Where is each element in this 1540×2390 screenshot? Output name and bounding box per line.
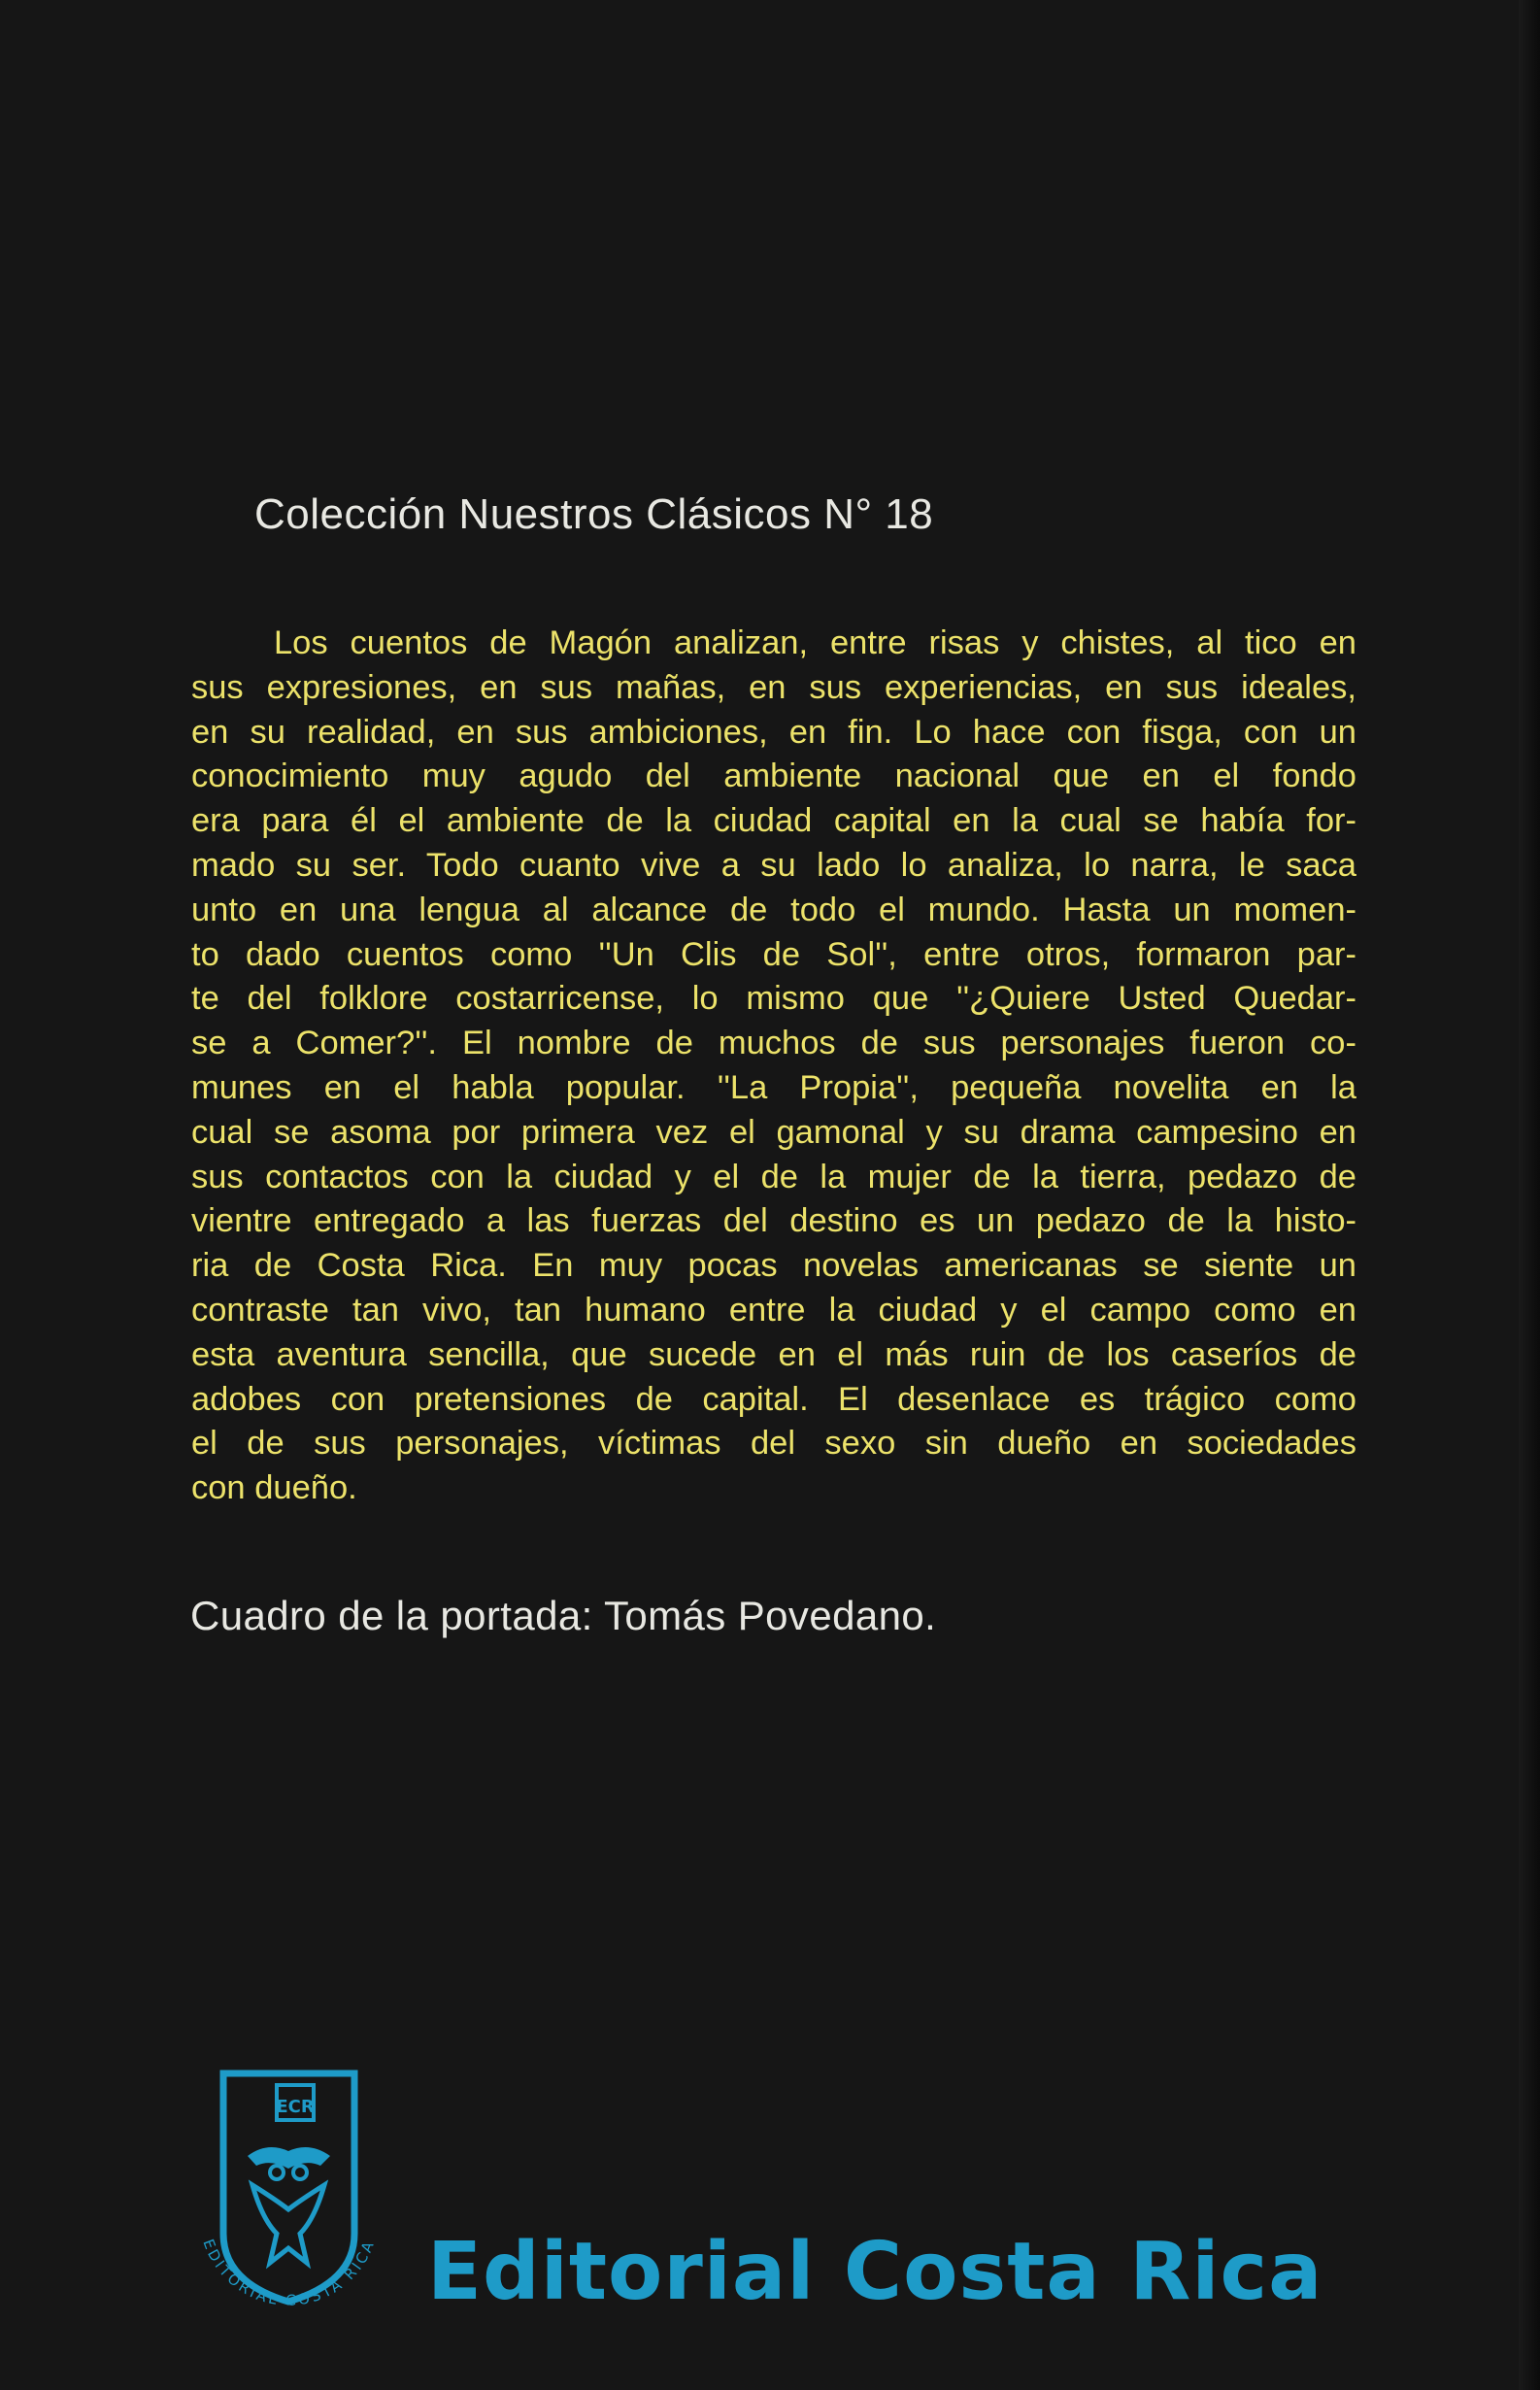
blurb-line: ria de Costa Rica. En muy pocas novelas americanas se siente un <box>191 1247 1356 1285</box>
emblem-ring-text: EDITORIAL COSTA RICA <box>199 2237 379 2309</box>
blurb-line: el de sus personajes, víctimas del sexo sin dueño en sociedades <box>191 1425 1356 1463</box>
blurb-line: adobes con pretensiones de capital. El desenlace es trágico como <box>191 1380 1356 1418</box>
blurb-line: conocimiento muy agudo del ambiente nacional que en el fondo <box>191 757 1356 795</box>
blurb-line: era para él el ambiente de la ciudad capital en la cual se había for- <box>191 802 1356 840</box>
blurb-line: te del folklore costarricense, lo mismo que ''¿Quiere Usted Quedar- <box>191 980 1356 1018</box>
blurb-text <box>191 622 1356 1511</box>
series-title: Colección Nuestros Clásicos N° 18 <box>254 490 934 538</box>
svg-text:ECR: ECR <box>276 2097 315 2117</box>
blurb-line: con dueño. <box>191 1469 357 1507</box>
spine-edge <box>1519 0 1540 2390</box>
blurb-line: sus contactos con la ciudad y el de la mujer de la tierra, pedazo de <box>191 1158 1356 1195</box>
blurb-line: cual se asoma por primera vez el gamonal y su drama campesino en <box>191 1113 1356 1151</box>
editorial-costa-rica-emblem-icon <box>184 2064 393 2340</box>
blurb-line: contraste tan vivo, tan humano entre la ciudad y el campo como en <box>191 1291 1356 1329</box>
blurb-line: unto en una lengua al alcance de todo el mundo. Hasta un momen- <box>191 891 1356 928</box>
cover-credit: Cuadro de la portada: Tomás Povedano. <box>190 1593 937 1638</box>
blurb-line: mado su ser. Todo cuanto vive a su lado lo analiza, lo narra, le saca <box>191 846 1356 884</box>
blurb-line: munes en el habla popular. ''La Propia'', pequeña novelita en la <box>191 1068 1356 1106</box>
blurb-line: esta aventura sencilla, que sucede en el más ruin de los caseríos de <box>191 1335 1356 1373</box>
blurb-line: Los cuentos de Magón analizan, entre risas y chistes, al tico en <box>274 624 1356 661</box>
blurb-line: to dado cuentos como ''Un Clis de Sol'', entre otros, formaron par- <box>191 935 1356 973</box>
blurb-line: vientre entregado a las fuerzas del destino es un pedazo de la histo- <box>191 1202 1356 1240</box>
blurb-line: sus expresiones, en sus mañas, en sus experiencias, en sus ideales, <box>191 668 1356 706</box>
publisher-name: Editorial Costa Rica <box>427 2226 1323 2318</box>
blurb-line: se a Comer?''. El nombre de muchos de sus personajes fueron co- <box>191 1025 1356 1062</box>
blurb-line: en su realidad, en sus ambiciones, en fin. Lo hace con fisga, con un <box>191 713 1356 751</box>
